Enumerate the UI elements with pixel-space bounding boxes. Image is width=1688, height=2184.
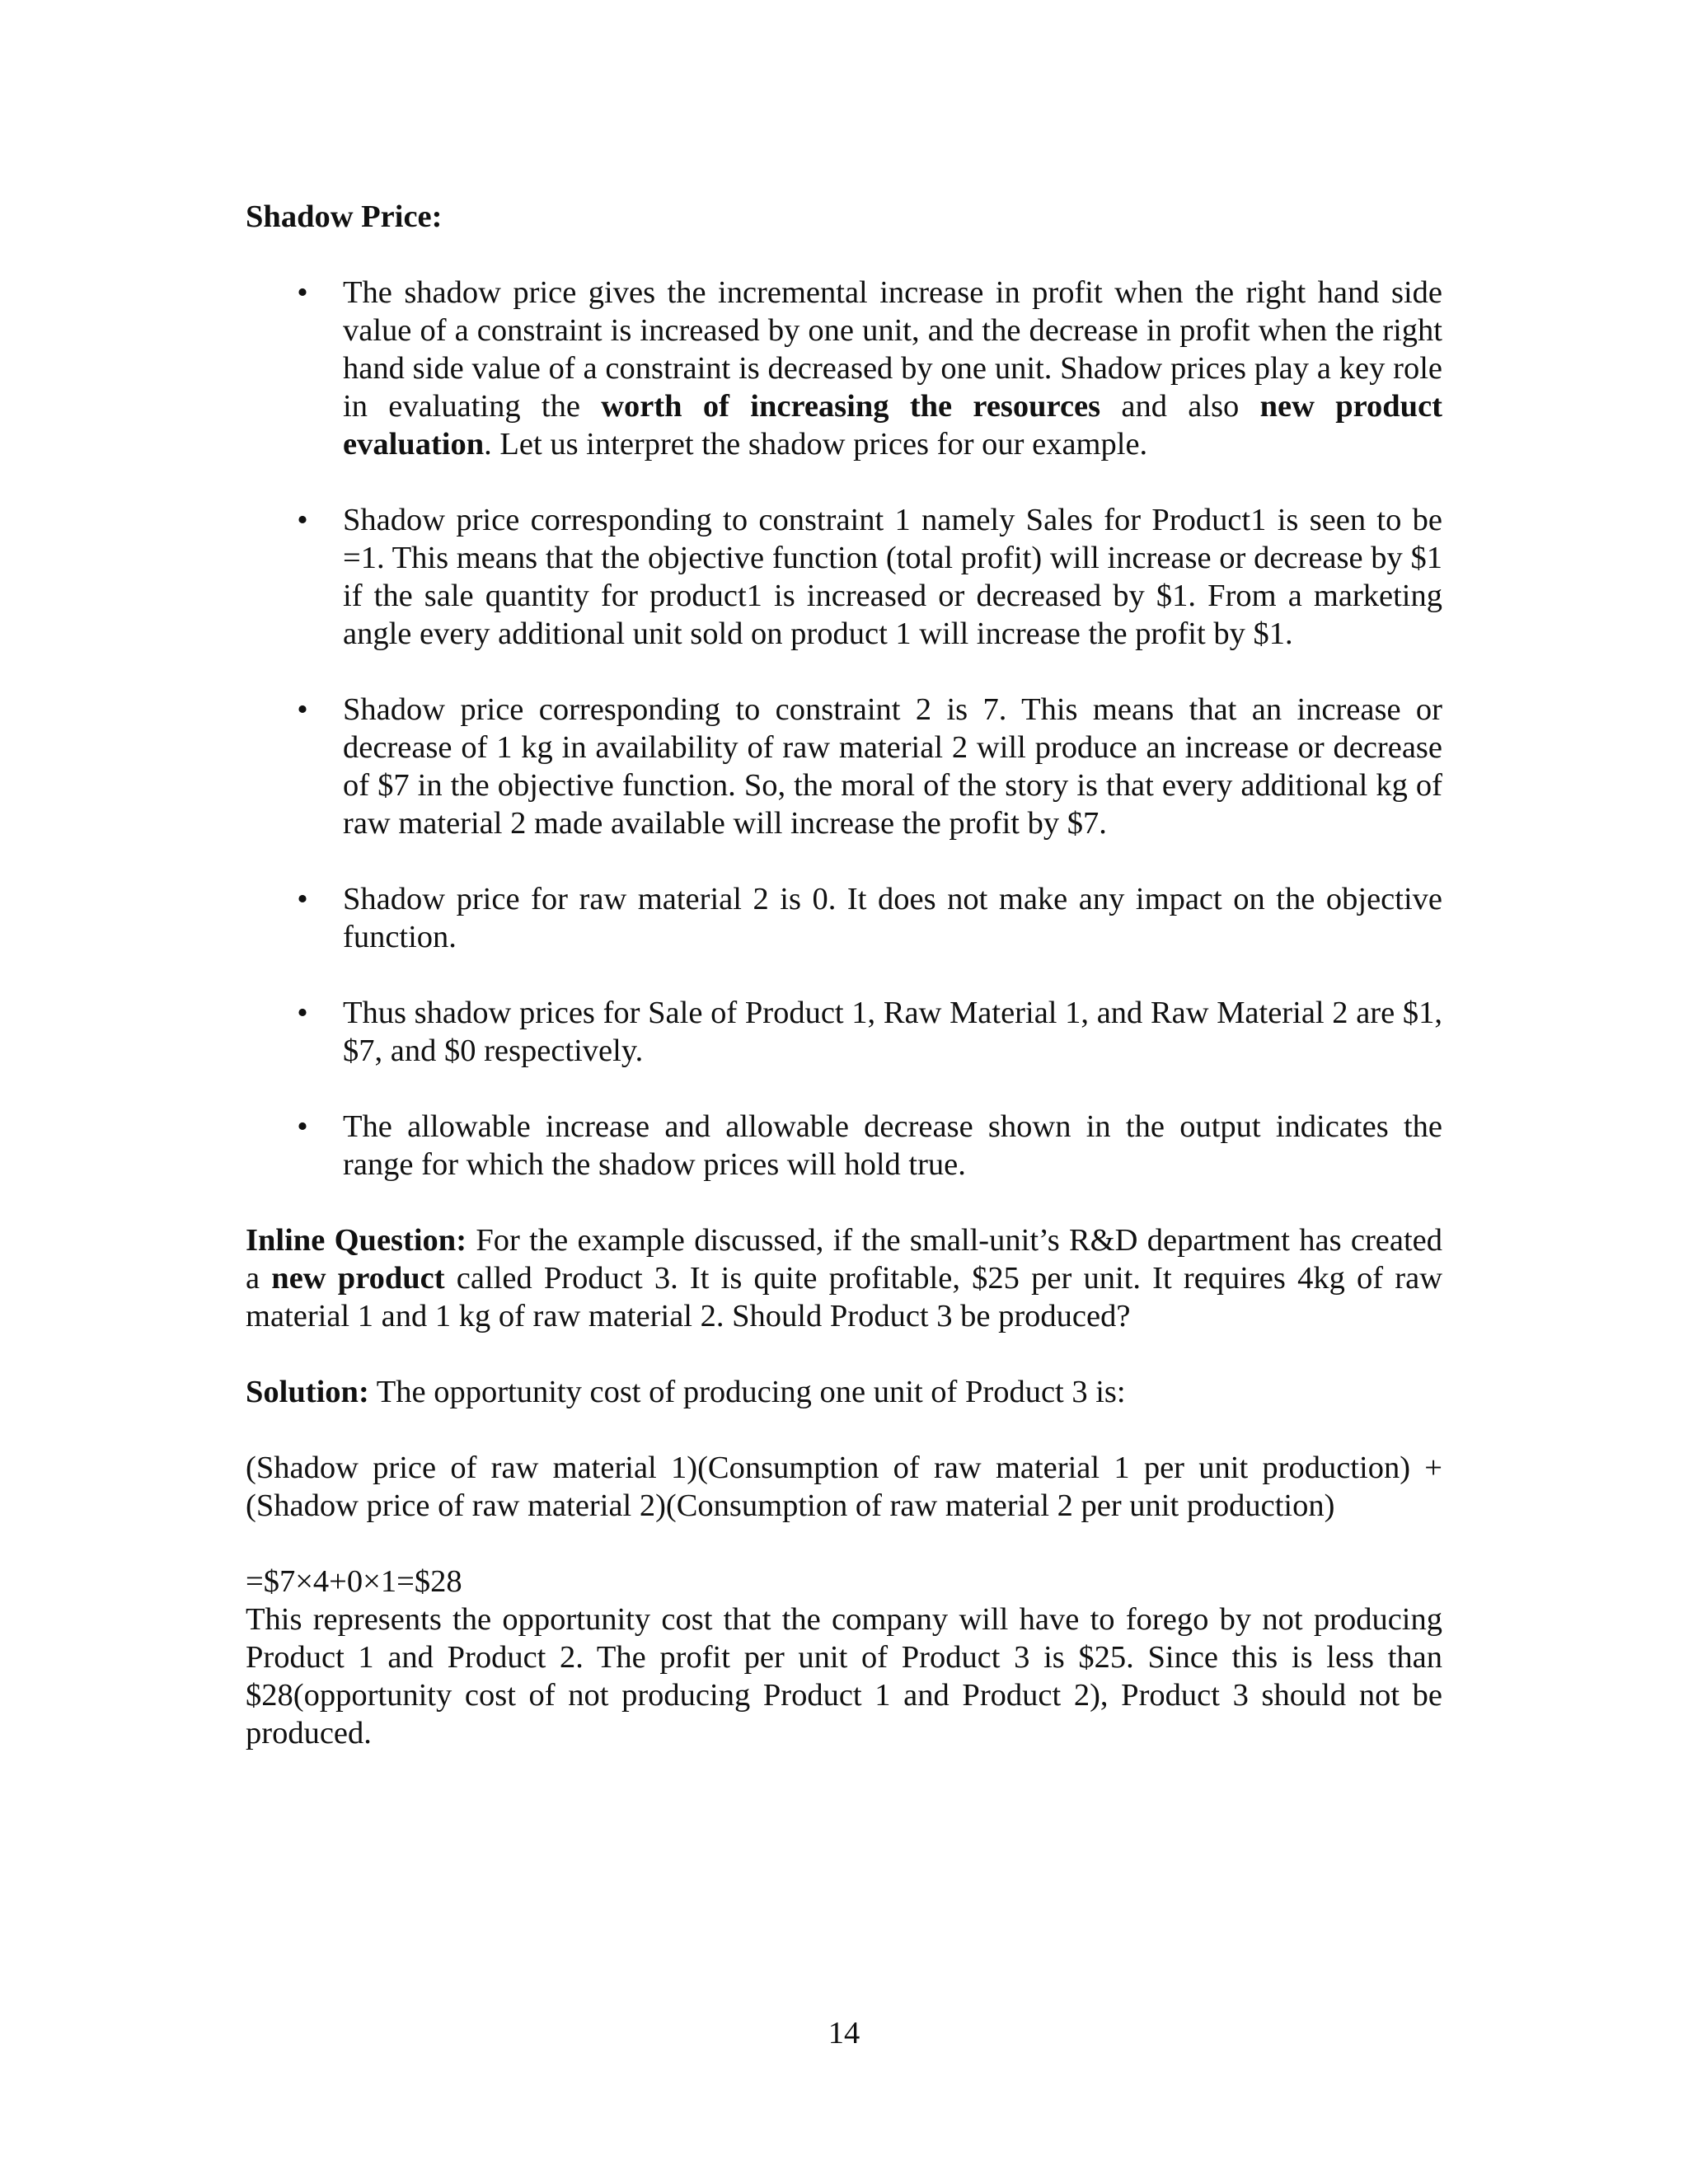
section-heading: Shadow Price: (246, 199, 443, 234)
bullet-list (246, 274, 1442, 1183)
bullet-text: The shadow price gives the incremental increase in profit when the right hand side value of a constraint is increased by one unit, and the decrease in profit when the right hand side value of a constraint is decreased by one unit. Shadow prices play a key role in evaluating the (343, 275, 1442, 424)
bullet-text: . Let us interpret the shadow prices for our example. (484, 427, 1148, 462)
bullet-icon: • (297, 1109, 308, 1144)
bullet-text: Shadow price corresponding to constraint 2 is 7. This means that an increase or decrease of 1 kg in availability of raw material 2 will produce an increase or decrease of $7 in the objective function. So, the moral of the story is that every additional kg of raw material 2 made available will increase the profit by $7. (343, 692, 1442, 841)
bullet-item-raw-material-2 (246, 880, 1442, 956)
bullet-icon: • (297, 692, 308, 727)
formula-text: (Shadow price of raw material 1)(Consumption of raw material 1 per unit production) +(Shadow price of raw material 2)(Consumption of raw material 2 per unit production) (246, 1451, 1442, 1523)
bullet-text: Shadow price corresponding to constraint 1 namely Sales for Product1 is seen to be =1. This means that the objective function (total profit) will increase or decrease by $1 if the sale quantity for product1 is increased or decreased by $1. From a marketing angle every additional unit sold on product 1 will increase the profit by $1. (343, 503, 1442, 651)
bullet-text: Thus shadow prices for Sale of Product 1, Raw Material 1, and Raw Material 2 are $1, $7, and $0 respectively. (343, 996, 1442, 1068)
solution-text: The opportunity cost of producing one unit of Product 3 is: (368, 1375, 1126, 1409)
inline-question-text: For the example discussed, if the small-unit’s R&D department has created a (246, 1223, 1442, 1296)
bullet-icon: • (297, 503, 308, 537)
solution-label: Solution: (246, 1375, 369, 1409)
bold-phrase-worth: worth of increasing the resources (601, 389, 1101, 424)
bullet-text: and also (1100, 389, 1260, 424)
bullet-item-shadow-price-definition (246, 274, 1442, 463)
bullet-item-constraint-1 (246, 501, 1442, 653)
calculation: =$7×4+0×1=$28 (246, 1564, 462, 1599)
bullet-icon: • (297, 275, 308, 310)
bullet-item-constraint-2 (246, 691, 1442, 842)
bold-phrase-new-product: new product (271, 1261, 445, 1296)
bold-phrase-new-product: new product evaluation (343, 389, 1442, 462)
page-number: 14 (828, 2016, 860, 2050)
inline-question-label: Inline Question: (246, 1223, 467, 1258)
bullet-icon: • (297, 996, 308, 1030)
bullet-item-allowable-range (246, 1108, 1442, 1183)
bullet-item-summary (246, 994, 1442, 1070)
bullet-icon: • (297, 882, 308, 916)
solution (246, 1373, 1442, 1411)
bullet-text: The allowable increase and allowable decrease shown in the output indicates the range for which the shadow prices will hold true. (343, 1109, 1442, 1182)
bullet-text: Shadow price for raw material 2 is 0. It does not make any impact on the objective function. (343, 882, 1442, 954)
conclusion: This represents the opportunity cost that the company will have to forego by not producing Product 1 and Product 2. The profit per unit of Product 3 is $25. Since this is less than $28(opportunity cost of not producing Product 1 and Product 2), Product 3 should not be produced. (246, 1602, 1442, 1750)
inline-question-text: called Product 3. It is quite profitable, $25 per unit. It requires 4kg of raw material 1 and 1 kg of raw material 2. Should Product 3 be produced? (246, 1261, 1443, 1333)
inline-question (246, 1221, 1442, 1335)
document-page (246, 198, 1442, 1790)
